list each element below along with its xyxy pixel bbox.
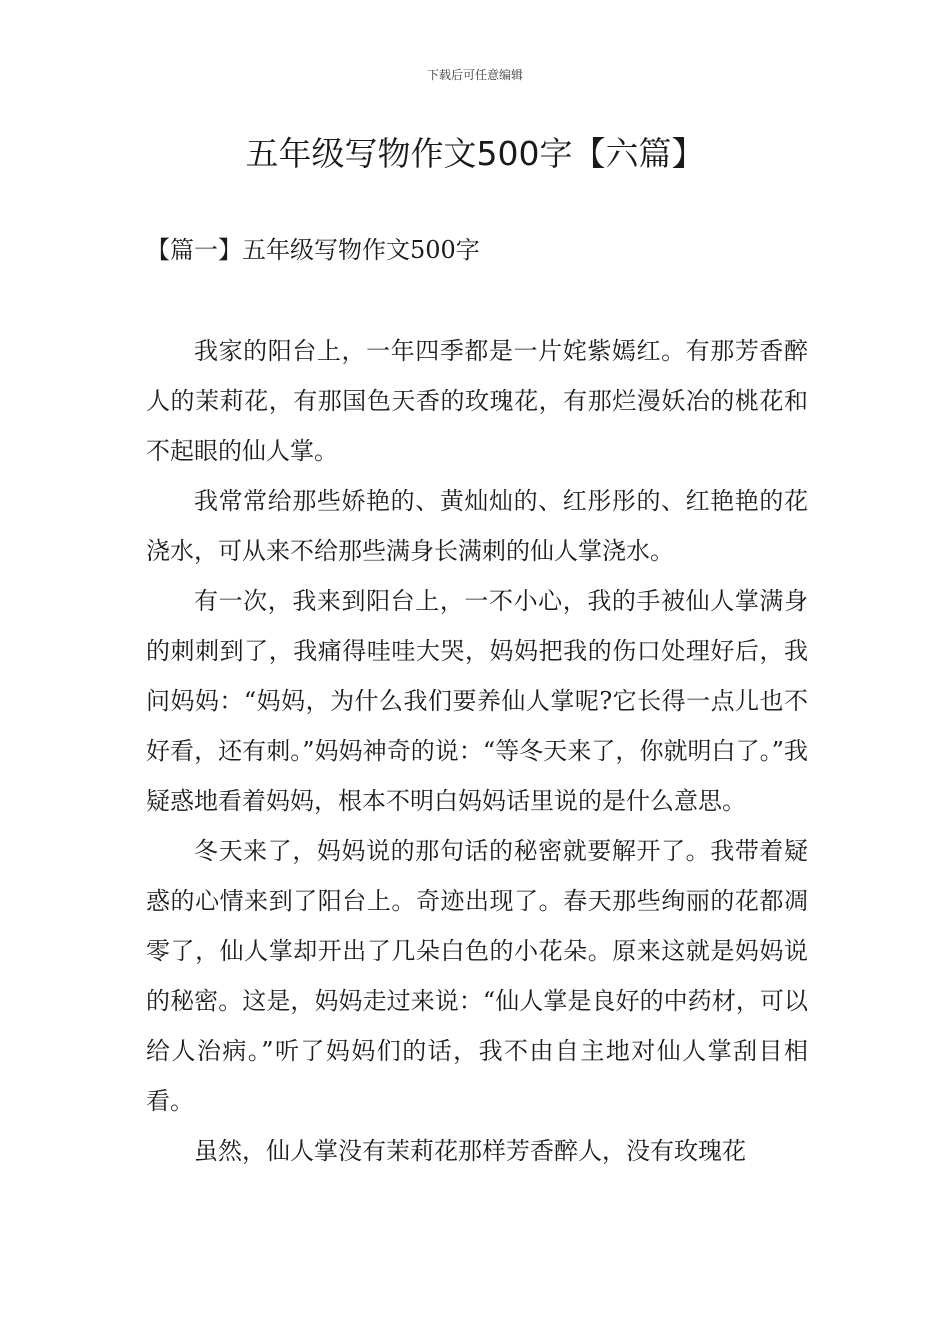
paragraph: 冬天来了，妈妈说的那句话的秘密就要解开了。我带着疑惑的心情来到了阳台上。奇迹出现了。春天那些绚丽的花都凋零了，仙人掌却开出了几朵白色的小花朵。原来这就是妈妈说的秘密。这是，妈妈走过来说：“仙人掌是良好的中药材，可以给人治病。”听了妈妈们的话，我不由自主地对仙人掌刮目相看。 — [146, 837, 808, 1115]
document-title: 五年级写物作文500字【六篇】 — [245, 134, 705, 173]
header-note: 下载后可任意编辑 — [426, 68, 523, 82]
paragraph: 有一次，我来到阳台上，一不小心，我的手被仙人掌满身的刺刺到了，我痛得哇哇大哭，妈妈把我的伤口处理好后，我问妈妈：“妈妈，为什么我们要养仙人掌呢?它长得一点儿也不好看，还有刺。”妈妈神奇的说：“等冬天来了，你就明白了。”我疑惑地看着妈妈，根本不明白妈妈话里说的是什么意思。 — [146, 587, 808, 815]
paragraph: 我家的阳台上，一年四季都是一片姹紫嫣红。有那芳香醉人的茉莉花，有那国色天香的玫瑰花，有那烂漫妖冶的桃花和不起眼的仙人掌。 — [146, 337, 808, 465]
document-body — [146, 326, 808, 1176]
paragraph: 我常常给那些娇艳的、黄灿灿的、红彤彤的、红艳艳的花浇水，可从来不给那些满身长满刺的仙人掌浇水。 — [146, 487, 808, 565]
section-heading: 【篇一】五年级写物作文500字 — [146, 236, 480, 264]
paragraph: 虽然，仙人掌没有茉莉花那样芳香醉人，没有玫瑰花 — [194, 1137, 746, 1165]
